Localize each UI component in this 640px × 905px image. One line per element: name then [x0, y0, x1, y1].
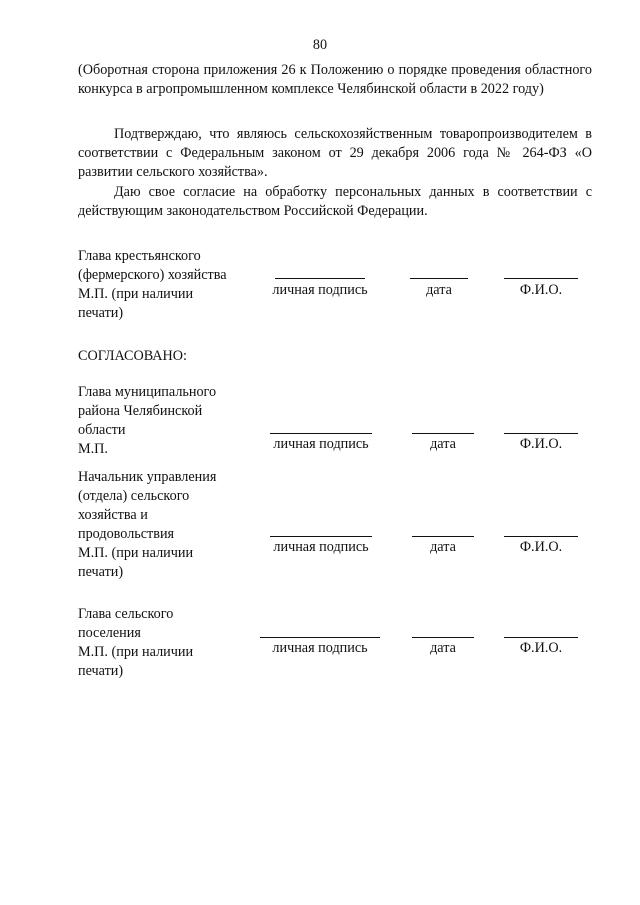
- name-caption: Ф.И.О.: [519, 282, 563, 298]
- date-line: [412, 433, 474, 434]
- date-line: [412, 536, 474, 537]
- data-consent: Даю свое согласие на обработку персональных данных в соответствии с действующим законодательством Российской Федерации.: [78, 184, 592, 219]
- name-field: [504, 278, 578, 298]
- name-line: [504, 278, 578, 279]
- producer-confirmation: Подтверждаю, что являюсь сельскохозяйственным товаропроизводителем в соответствии с Федеральным законом от 29 декабря 2006 года № 264-ФЗ «О развитии сельского хозяйства».: [78, 126, 592, 180]
- name-caption: Ф.И.О.: [519, 539, 563, 555]
- date-caption: дата: [430, 640, 456, 656]
- page-number: 80: [312, 37, 328, 53]
- date-field: [412, 433, 474, 452]
- name-line: [504, 637, 578, 638]
- date-field: [412, 536, 474, 555]
- name-field: [504, 433, 578, 452]
- date-caption: дата: [430, 436, 456, 452]
- signature-field: [270, 433, 372, 452]
- signatory-role: Глава муниципального района Челябинской области М.П.: [78, 384, 217, 457]
- signature-field: [260, 637, 380, 656]
- date-field: [412, 637, 474, 656]
- date-line: [410, 278, 468, 279]
- date-field: [410, 278, 468, 298]
- signature-line: [270, 433, 372, 434]
- name-field: [504, 536, 578, 555]
- signature-line: [275, 278, 365, 279]
- date-caption: дата: [430, 539, 456, 555]
- date-line: [412, 637, 474, 638]
- signatory-role: Глава крестьянского (фермерского) хозяйства М.П. (при наличии печати): [78, 248, 227, 321]
- signature-caption: личная подпись: [272, 282, 368, 298]
- name-caption: Ф.И.О.: [519, 436, 563, 452]
- signatory-role: Глава сельского поселения М.П. (при наличии печати): [78, 606, 194, 679]
- signature-field: [270, 536, 372, 555]
- approved-heading: СОГЛАСОВАНО:: [78, 348, 187, 364]
- name-line: [504, 433, 578, 434]
- signature-field: [272, 278, 368, 298]
- name-caption: Ф.И.О.: [519, 640, 563, 656]
- signature-caption: личная подпись: [273, 539, 369, 555]
- appendix-note: (Оборотная сторона приложения 26 к Положению о порядке проведения областного конкурса в агропромышленном комплексе Челябинской области в 2022 году): [78, 62, 592, 97]
- name-field: [504, 637, 578, 656]
- signature-caption: личная подпись: [273, 436, 369, 452]
- name-line: [504, 536, 578, 537]
- date-caption: дата: [426, 282, 452, 298]
- signature-line: [260, 637, 380, 638]
- signature-line: [270, 536, 372, 537]
- signature-caption: личная подпись: [272, 640, 368, 656]
- signatory-role: Начальник управления (отдела) сельского хозяйства и продовольствия М.П. (при наличии печати): [78, 469, 217, 580]
